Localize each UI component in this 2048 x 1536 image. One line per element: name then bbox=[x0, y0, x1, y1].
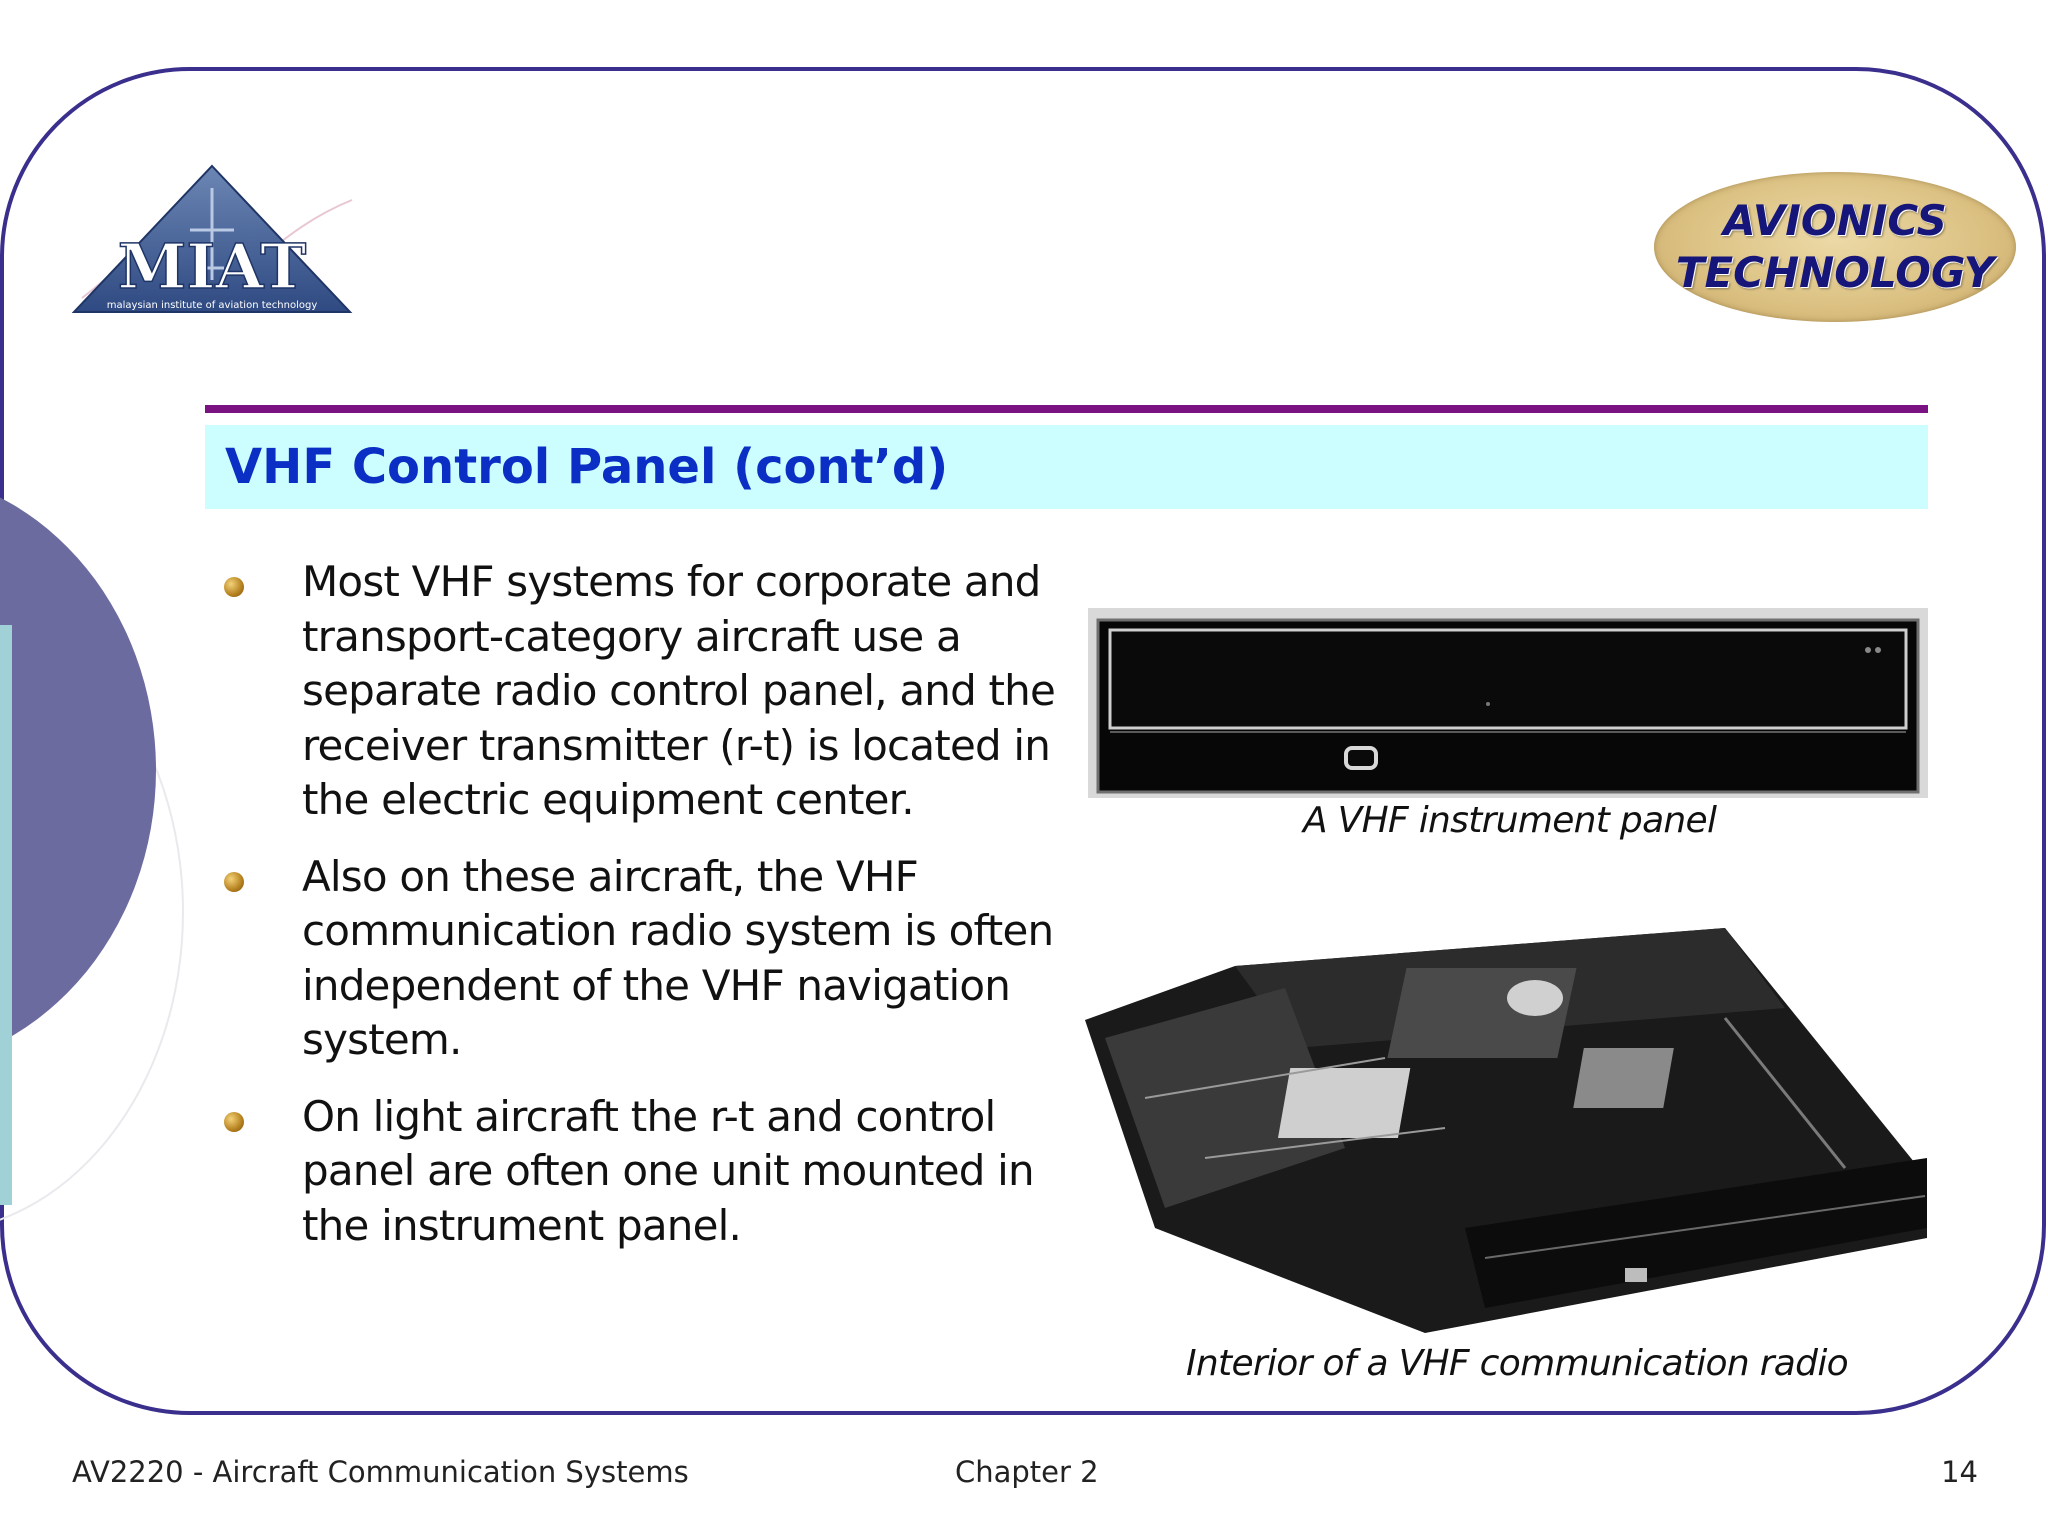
miat-logo bbox=[72, 160, 362, 320]
page-title: VHF Control Panel (cont’d) bbox=[225, 439, 949, 495]
logo-subtitle: malaysian institute of aviation technology bbox=[106, 300, 318, 311]
bullet-item bbox=[218, 1090, 1058, 1254]
bullet-item bbox=[218, 850, 1058, 1068]
image-caption-radio-interior: Interior of a VHF communication radio bbox=[1186, 1343, 1848, 1384]
bullet-icon bbox=[224, 1112, 244, 1132]
logo-wordmark: MIAT bbox=[117, 230, 307, 303]
title-rule bbox=[205, 405, 1928, 413]
avionics-technology-badge bbox=[1654, 172, 2016, 322]
decorative-strip bbox=[0, 625, 12, 1205]
bullet-text: On light aircraft the r-t and control panel are often one unit mounted in the instrument panel. bbox=[302, 1091, 1034, 1250]
bullet-list bbox=[218, 555, 1058, 1275]
footer-chapter: Chapter 2 bbox=[955, 1455, 1099, 1489]
vhf-radio-interior-image bbox=[1085, 928, 1927, 1333]
badge-line-1: AVIONICS bbox=[1723, 196, 1947, 245]
footer-course: AV2220 - Aircraft Communication Systems bbox=[72, 1455, 689, 1489]
badge-line-2: TECHNOLOGY bbox=[1675, 248, 1995, 297]
bullet-item bbox=[218, 555, 1058, 828]
image-caption-instrument-panel: A VHF instrument panel bbox=[1303, 800, 1717, 841]
bullet-text: Most VHF systems for corporate and transport-category aircraft use a separate radio control panel, and the receiver transmitter (r-t) is located in the electric equipment center. bbox=[302, 557, 1056, 824]
title-bar bbox=[205, 425, 1928, 509]
bullet-text: Also on these aircraft, the VHF communication radio system is often independent of the VHF navigation system. bbox=[302, 851, 1054, 1064]
bullet-icon bbox=[224, 872, 244, 892]
bullet-icon bbox=[224, 577, 244, 597]
page-number: 14 bbox=[1941, 1455, 1978, 1489]
vhf-instrument-panel-image bbox=[1088, 608, 1928, 798]
